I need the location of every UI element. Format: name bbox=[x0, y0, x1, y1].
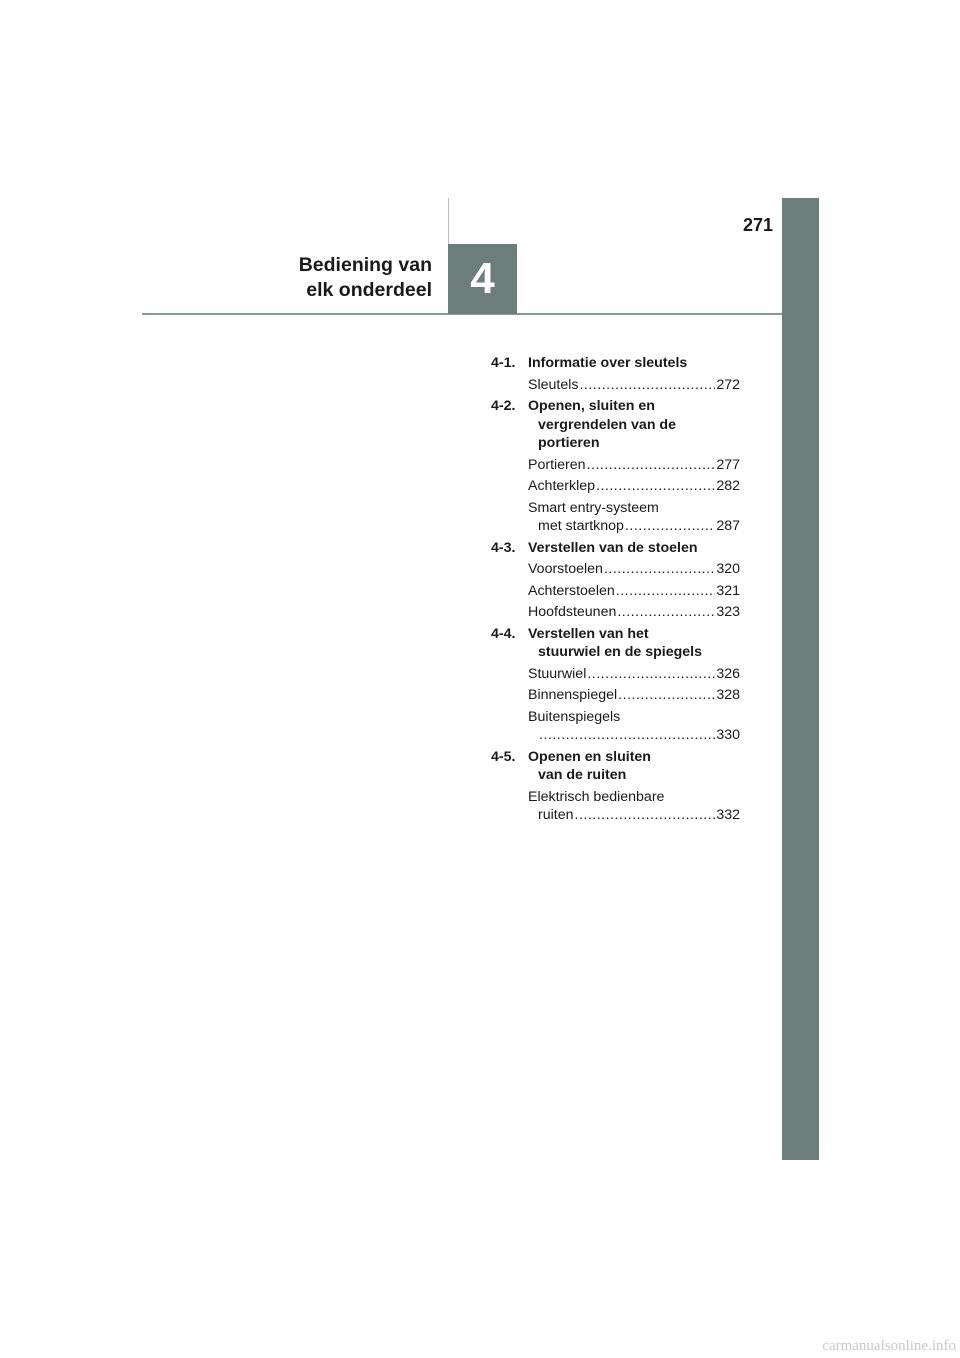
toc-entry-title: Binnenspiegel bbox=[528, 687, 618, 703]
toc-section-heading bbox=[491, 397, 740, 453]
toc-entry-title: Elektrisch bedienbare bbox=[528, 788, 665, 805]
toc-entry[interactable] bbox=[491, 499, 740, 536]
toc-entry-page: 287 bbox=[716, 518, 740, 534]
toc-dot-leader bbox=[625, 517, 715, 536]
toc-section-title-line: portieren bbox=[538, 435, 600, 451]
section-title-line: Bediening van bbox=[298, 254, 432, 276]
toc-entry-page: 320 bbox=[716, 561, 740, 577]
toc-section-title bbox=[528, 354, 740, 373]
toc-entry-title: Stuurwiel bbox=[528, 665, 587, 682]
toc-dot-leader bbox=[604, 560, 715, 579]
toc-section-number: 4-4. bbox=[491, 625, 516, 642]
toc-entry-line bbox=[528, 499, 740, 518]
toc-section-number: 4-5. bbox=[491, 748, 516, 765]
toc-dot-leader bbox=[579, 376, 715, 395]
toc-entry-line bbox=[528, 788, 740, 807]
section-title-line: elk onderdeel bbox=[306, 279, 432, 301]
toc-entry-line bbox=[528, 376, 740, 395]
toc-entry-line bbox=[528, 582, 740, 601]
toc-entry[interactable] bbox=[491, 477, 740, 496]
toc-dot-leader bbox=[575, 806, 716, 825]
toc-entry-page: 272 bbox=[716, 376, 740, 393]
toc-entry[interactable] bbox=[491, 708, 740, 745]
toc-section bbox=[491, 539, 740, 622]
toc-entry-line bbox=[528, 686, 740, 705]
toc-entry-title: Voorstoelen bbox=[528, 561, 603, 577]
toc-entry-page: 328 bbox=[716, 687, 740, 703]
toc-dot-leader bbox=[618, 686, 715, 705]
toc-entry-title: Achterklep bbox=[528, 478, 596, 494]
toc-dot-leader bbox=[539, 726, 715, 745]
toc-dot-leader bbox=[617, 603, 715, 622]
toc-entry-title: Hoofdsteunen bbox=[528, 604, 617, 620]
toc-section-title-line: stuurwiel en de spiegels bbox=[538, 644, 702, 660]
toc-section-title-line: Openen en sluiten bbox=[528, 748, 651, 765]
page-number: 271 bbox=[742, 215, 773, 235]
toc-entry-line bbox=[528, 806, 740, 825]
toc-entry-line bbox=[528, 603, 740, 622]
toc-entry-page: 323 bbox=[716, 604, 740, 620]
toc-dot-leader bbox=[596, 477, 715, 496]
toc-entry[interactable] bbox=[491, 665, 740, 684]
toc-section bbox=[491, 397, 740, 536]
toc-entry-title: Buitenspiegels bbox=[528, 708, 621, 725]
toc-entry-line bbox=[528, 708, 740, 727]
toc-entry-title: Sleutels bbox=[528, 376, 579, 393]
toc-entry-title: Achterstoelen bbox=[528, 582, 615, 599]
toc-entry-page: 321 bbox=[716, 582, 740, 599]
toc-section-title-line: Informatie over sleutels bbox=[528, 355, 688, 371]
toc-section bbox=[491, 354, 740, 394]
toc-entry-line bbox=[528, 456, 740, 475]
toc-section-number: 4-2. bbox=[491, 398, 516, 414]
toc-section-heading bbox=[491, 625, 740, 662]
toc-dot-leader bbox=[587, 665, 715, 684]
toc-entry-title: met startknop bbox=[538, 518, 624, 534]
toc-section-heading bbox=[491, 354, 740, 373]
toc-entry[interactable] bbox=[491, 686, 740, 705]
toc-section bbox=[491, 748, 740, 825]
toc-section-title bbox=[528, 748, 740, 785]
chapter-number: 4 bbox=[470, 254, 495, 303]
chapter-number-box bbox=[448, 244, 517, 314]
toc-entry-line bbox=[528, 560, 740, 579]
toc-entry-page: 277 bbox=[716, 456, 740, 473]
toc-section-title-line: Verstellen van de stoelen bbox=[528, 539, 698, 556]
toc-dot-leader bbox=[616, 582, 716, 601]
toc-entry[interactable] bbox=[491, 603, 740, 622]
toc-entry-page: 282 bbox=[716, 478, 740, 494]
toc-entry[interactable] bbox=[491, 788, 740, 825]
watermark: carmanualsonline.info bbox=[822, 1338, 956, 1354]
toc-entry-title: Portieren bbox=[528, 456, 586, 473]
toc-entry[interactable] bbox=[491, 376, 740, 395]
toc-entry-page: 330 bbox=[716, 727, 740, 743]
toc-section-title-line: vergrendelen van de bbox=[538, 416, 676, 433]
toc-entry-line bbox=[528, 665, 740, 684]
chapter-side-tab bbox=[782, 198, 819, 1160]
toc-section-number: 4-3. bbox=[491, 539, 516, 556]
toc-section bbox=[491, 625, 740, 745]
toc-entry-page: 332 bbox=[716, 807, 740, 823]
toc-section-heading bbox=[491, 539, 740, 558]
table-of-contents bbox=[491, 354, 740, 828]
toc-entry-title: Smart entry-systeem bbox=[528, 499, 659, 516]
toc-section-title bbox=[528, 397, 740, 453]
toc-section-title bbox=[528, 625, 740, 662]
toc-entry-title: ruiten bbox=[538, 807, 574, 823]
toc-entry-page: 326 bbox=[716, 665, 740, 682]
toc-entry-line bbox=[528, 726, 740, 745]
section-title bbox=[250, 253, 432, 303]
toc-entry[interactable] bbox=[491, 582, 740, 601]
toc-section-heading bbox=[491, 748, 740, 785]
toc-entry-line bbox=[528, 517, 740, 536]
toc-entry[interactable] bbox=[491, 456, 740, 475]
toc-entry-line bbox=[528, 477, 740, 496]
toc-entry[interactable] bbox=[491, 560, 740, 579]
toc-dot-leader bbox=[587, 456, 716, 475]
toc-section-title bbox=[528, 539, 740, 558]
toc-section-title-line: van de ruiten bbox=[538, 767, 627, 783]
toc-section-title-line: Verstellen van het bbox=[528, 625, 649, 642]
toc-section-number: 4-1. bbox=[491, 355, 516, 371]
toc-section-title-line: Openen, sluiten en bbox=[528, 398, 655, 414]
